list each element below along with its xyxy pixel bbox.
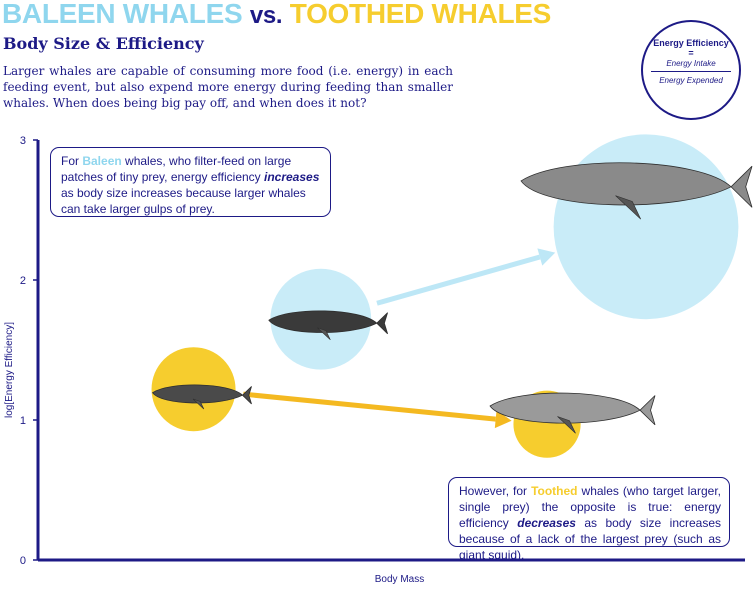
baleen-callout-highlight: Baleen bbox=[82, 154, 122, 168]
baleen-callout-mid: whales, who filter-feed on large patches of tiny prey, energy efficiency bbox=[61, 154, 292, 184]
humpback-whale-illustration-tail bbox=[377, 313, 388, 334]
title-baleen: BALEEN WHALES bbox=[2, 0, 243, 29]
baleen-arrow-head bbox=[537, 248, 555, 265]
baleen-callout bbox=[50, 147, 331, 217]
formula-title: Energy Efficiency bbox=[653, 38, 729, 48]
toothed-callout-post: as body size increases because of a lack of the largest prey (such as giant squid). bbox=[459, 516, 722, 562]
y-tick-label-1: 1 bbox=[19, 415, 26, 427]
title-vs: vs. bbox=[249, 2, 283, 29]
baleen-callout-pre: For bbox=[61, 154, 83, 168]
sperm-whale-illustration-tail bbox=[640, 396, 655, 425]
baleen-point-1 bbox=[554, 134, 739, 319]
baleen-arrow-shaft bbox=[377, 257, 540, 303]
formula-numerator: Energy Intake bbox=[666, 59, 716, 68]
sperm-whale-illustration-body bbox=[490, 393, 640, 423]
intro-paragraph: Larger whales are capable of consuming more food (i.e. energy) in each feeding event, but also expend more energy during feeding than smaller whales. When does being big pay off, and when does it not? bbox=[3, 64, 453, 110]
y-tick-label-2: 2 bbox=[19, 275, 26, 287]
title-toothed: TOOTHED WHALES bbox=[289, 0, 552, 29]
y-tick-label-3: 3 bbox=[19, 135, 26, 147]
page-subtitle: Body Size & Efficiency bbox=[3, 34, 204, 53]
toothed-callout bbox=[448, 477, 730, 562]
y-axis-label: log[Energy Efficiency] bbox=[4, 322, 15, 418]
y-tick-label-0: 0 bbox=[19, 555, 26, 567]
formula-equals: = bbox=[688, 48, 694, 58]
baleen-callout-emphasis: increases bbox=[264, 170, 320, 184]
toothed-callout-mid: whales (who target larger, single prey) the opposite is true: energy efficiency bbox=[459, 484, 721, 530]
toothed-callout-pre: However, for bbox=[459, 484, 532, 498]
toothed-arrow-shaft bbox=[243, 394, 495, 419]
baleen-callout-post: as body size increases because larger whales can take larger gulps of prey. bbox=[61, 186, 306, 216]
toothed-callout-emphasis: decreases bbox=[517, 516, 576, 530]
page-title bbox=[2, 0, 551, 30]
formula-denominator: Energy Expended bbox=[659, 76, 723, 85]
energy-efficiency-formula bbox=[641, 20, 741, 120]
formula-divider bbox=[651, 71, 731, 72]
x-axis-label: Body Mass bbox=[374, 574, 425, 585]
toothed-callout-highlight: Toothed bbox=[531, 484, 578, 498]
